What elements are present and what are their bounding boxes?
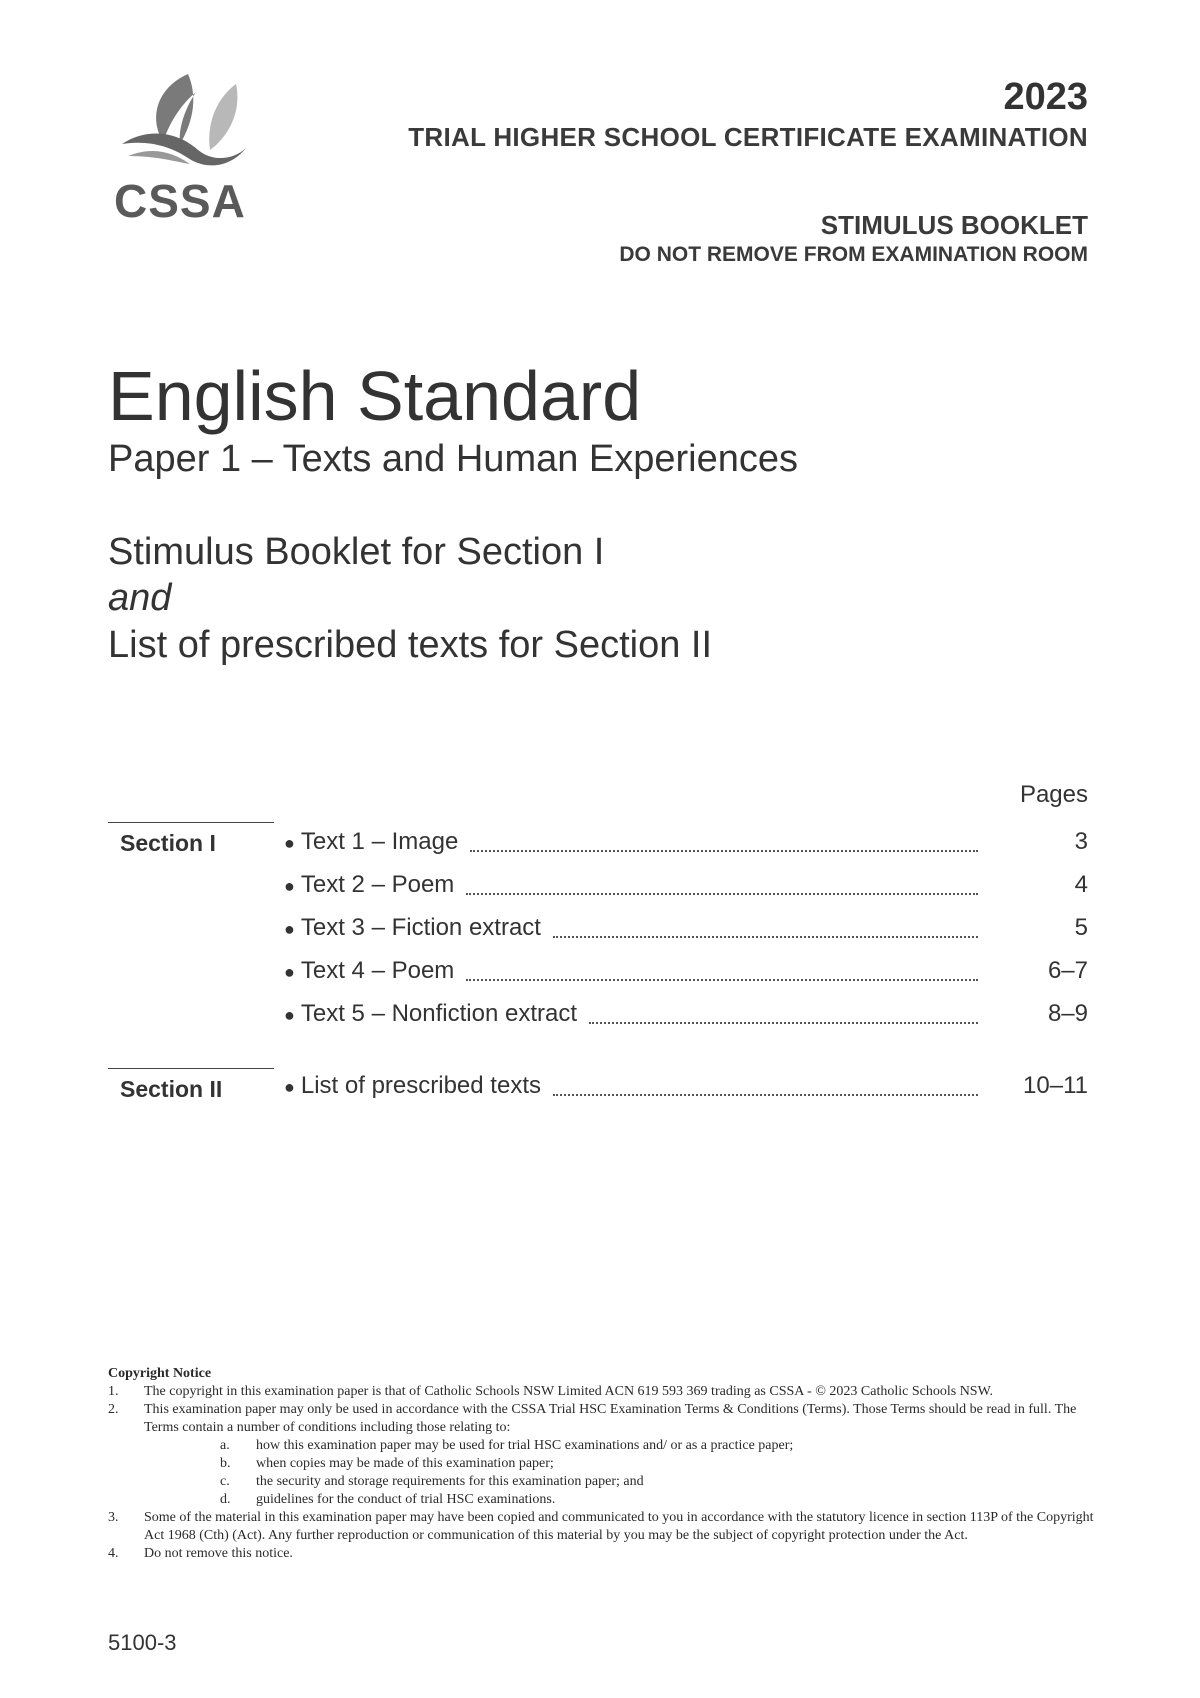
contents-row: [284, 1072, 1088, 1104]
copyright-item: 1. The copyright in this examination paper is that of Catholic Schools NSW Limited ACN 619 593 369 trading as CSSA - © 2023 Catholic Schools NSW.: [108, 1384, 994, 1399]
contents-item-pages: 3: [1074, 828, 1088, 855]
copyright-notice: [108, 1365, 1108, 1563]
contents-item-pages: 6–7: [1047, 957, 1088, 984]
contents-item-pages: 4: [1074, 871, 1088, 898]
exam-name: TRIAL HIGHER SCHOOL CERTIFICATE EXAMINATION: [408, 122, 1088, 152]
contents-row: [284, 957, 1088, 989]
leader-dots: [466, 892, 978, 895]
pages-column-header: Pages: [1019, 781, 1088, 808]
booklet-label: STIMULUS BOOKLET: [820, 210, 1088, 240]
section-rule: [108, 822, 274, 823]
contents-row: [284, 828, 1088, 860]
contents-item-pages: 10–11: [1023, 1072, 1088, 1099]
section-label: Section II: [120, 1076, 223, 1102]
bullet-icon: ●: [284, 919, 295, 939]
section-rule: [108, 1068, 274, 1069]
copyright-item: 2. This examination paper may only be used in accordance with the CSSA Trial HSC Examination Terms & Conditions (Terms). Those Terms should be read in full. The Terms contain a number of conditions including those relating to:: [108, 1402, 1077, 1435]
leader-dots: [553, 935, 978, 938]
copyright-subitem: c. the security and storage requirements for this examination paper; and: [220, 1474, 644, 1489]
section-label: Section I: [120, 830, 216, 856]
cssa-logo: [110, 72, 250, 227]
booklet-description-list: List of prescribed texts for Section II: [108, 624, 713, 666]
copyright-item: 3. Some of the material in this examination paper may have been copied and communicated to you in accordance with the statutory licence in section 113P of the Copyright Act 1968 (Cth) (Act). Any further reproduction or communication of this material by you may be the subject of copyright protection under the Act.: [108, 1510, 1094, 1543]
contents-item-pages: 8–9: [1047, 1000, 1088, 1027]
contents-row: [284, 1000, 1088, 1032]
contents-item-label: List of prescribed texts: [300, 1072, 541, 1099]
contents-item-pages: 5: [1074, 914, 1088, 941]
contents-item-label: Text 2 – Poem: [300, 871, 455, 898]
paper-code: 5100-3: [108, 1630, 177, 1655]
copyright-subitem: b. when copies may be made of this examination paper;: [220, 1456, 554, 1471]
contents-row: [284, 871, 1088, 903]
bullet-icon: ●: [284, 876, 295, 896]
page-title: English Standard: [108, 357, 642, 435]
contents-item-label: Text 3 – Fiction extract: [300, 914, 541, 941]
copyright-item: 4. Do not remove this notice.: [108, 1546, 293, 1561]
bullet-icon: ●: [284, 1005, 295, 1025]
leaf-wave-logo-icon: [118, 72, 248, 172]
leader-dots: [589, 1021, 978, 1024]
contents-item-label: Text 1 – Image: [300, 828, 459, 855]
copyright-heading: Copyright Notice: [108, 1366, 212, 1381]
paper-subtitle: Paper 1 – Texts and Human Experiences: [108, 438, 799, 480]
copyright-subitem: d. guidelines for the conduct of trial HSC examinations.: [220, 1492, 556, 1507]
booklet-description-and: and: [108, 577, 172, 619]
logo-text: CSSA: [114, 175, 246, 227]
copyright-subitem: a. how this examination paper may be used for trial HSC examinations and/ or as a practice paper;: [220, 1438, 794, 1453]
removal-warning: DO NOT REMOVE FROM EXAMINATION ROOM: [619, 243, 1088, 266]
leader-dots: [466, 978, 978, 981]
leader-dots: [553, 1093, 978, 1096]
bullet-icon: ●: [284, 1077, 295, 1097]
bullet-icon: ●: [284, 962, 295, 982]
contents-item-label: Text 4 – Poem: [300, 957, 455, 984]
exam-year: 2023: [1003, 76, 1088, 118]
contents-row: [284, 914, 1088, 946]
booklet-description: Stimulus Booklet for Section I: [108, 531, 605, 573]
bullet-icon: ●: [284, 833, 295, 853]
leader-dots: [470, 849, 978, 852]
contents-item-label: Text 5 – Nonfiction extract: [300, 1000, 578, 1027]
